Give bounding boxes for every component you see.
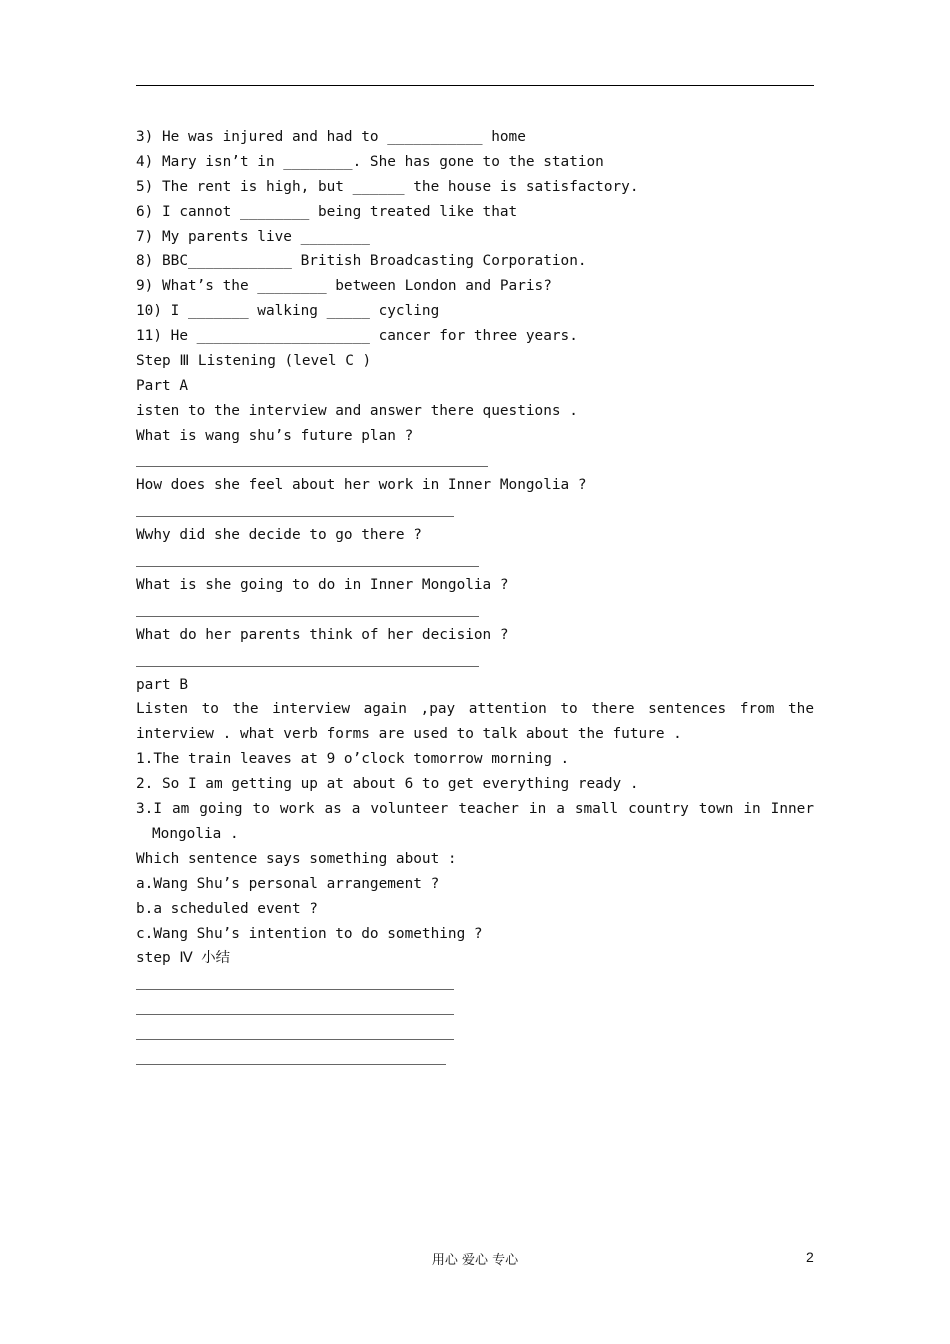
- question-3: 3) He was injured and had to ___________ home: [136, 129, 526, 145]
- sentence-3-line2: Mongolia .: [152, 825, 239, 842]
- summary-line[interactable]: [136, 1046, 814, 1071]
- part-b-label: part B: [136, 676, 188, 693]
- summary-line[interactable]: [136, 1021, 814, 1046]
- summary-line[interactable]: [136, 996, 814, 1021]
- step3-heading: Step Ⅲ Listening (level C ): [136, 353, 372, 370]
- summary-line[interactable]: [136, 971, 814, 996]
- part-a-question-4: What is she going to do in Inner Mongolia ?: [136, 577, 509, 594]
- question-11: 11) He ____________________ cancer for three years.: [136, 328, 578, 345]
- page-number: 2: [806, 1249, 814, 1265]
- question-8: 8) BBC____________ British Broadcasting Corporation.: [136, 253, 587, 270]
- sentence-3-line1: 3.I am going to work as a volunteer teacher in a small country town in Inner: [136, 801, 814, 818]
- part-b-instruction-line2: interview . what verb forms are used to talk about the future .: [136, 726, 682, 743]
- step4-heading: step Ⅳ 小结: [136, 950, 231, 967]
- sentence-1: 1.The train leaves at 9 o’clock tomorrow morning .: [136, 751, 570, 768]
- part-a-question-1: What is wang shu’s future plan ?: [136, 427, 414, 444]
- question-5: 5) The rent is high, but ______ the house is satisfactory.: [136, 178, 639, 195]
- part-a-question-2: How does she feel about her work in Inner Mongolia ?: [136, 477, 587, 494]
- question-10: 10) I _______ walking _____ cycling: [136, 303, 440, 320]
- answer-line[interactable]: [136, 648, 814, 673]
- option-b: b.a scheduled event ?: [136, 900, 318, 917]
- footer-motto: 用心 爱心 专心: [431, 1253, 519, 1268]
- part-a-instruction: isten to the interview and answer there questions .: [136, 402, 578, 419]
- question-7: 7) My parents live ________: [136, 228, 370, 245]
- question-4: 4) Mary isn’t in ________. She has gone to the station: [136, 153, 604, 170]
- answer-line[interactable]: [136, 498, 814, 523]
- part-a-question-5: What do her parents think of her decision ?: [136, 626, 509, 643]
- part-b-instruction-line1: Listen to the interview again ,pay attention to there sentences from the: [136, 701, 814, 718]
- which-sentence-prompt: Which sentence says something about :: [136, 850, 457, 867]
- worksheet-body: [136, 125, 814, 1071]
- question-6: 6) I cannot ________ being treated like that: [136, 203, 518, 220]
- sentence-2: 2. So I am getting up at about 6 to get everything ready .: [136, 776, 639, 793]
- question-9: 9) What’s the ________ between London and Paris?: [136, 278, 552, 295]
- part-a-label: Part A: [136, 377, 188, 394]
- answer-line[interactable]: [136, 449, 814, 474]
- header-rule: [136, 85, 814, 86]
- page-footer: [0, 1249, 950, 1269]
- answer-line[interactable]: [136, 598, 814, 623]
- part-a-question-3: Wwhy did she decide to go there ?: [136, 527, 422, 544]
- answer-line[interactable]: [136, 548, 814, 573]
- option-a: a.Wang Shu’s personal arrangement ?: [136, 875, 440, 892]
- option-c: c.Wang Shu’s intention to do something ?: [136, 925, 483, 942]
